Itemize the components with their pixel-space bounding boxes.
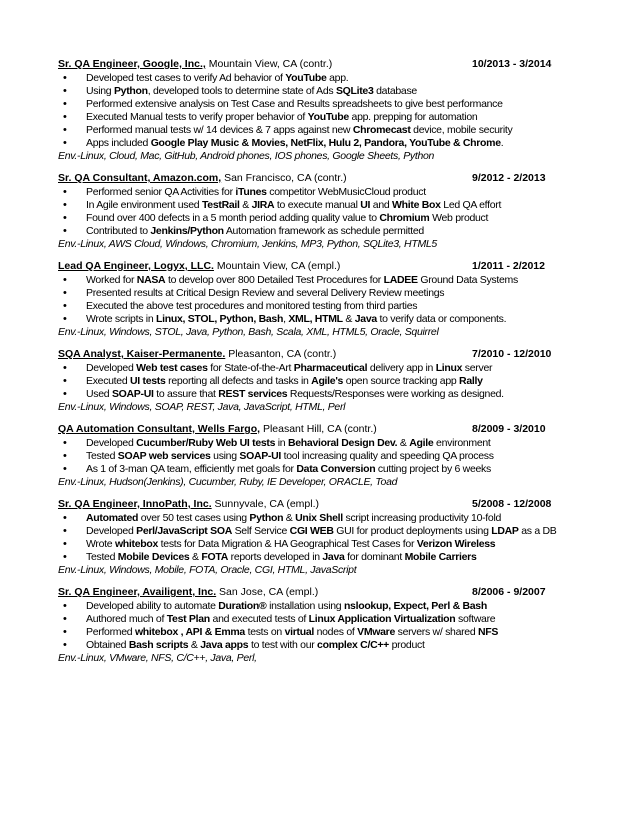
bullet-text: to develop over 800 Detailed Test Procedures for [165, 274, 384, 286]
bullet-text: to assure that [153, 388, 219, 400]
bullet-text: As 1 of 3-man QA team, efficiently met goals for [86, 463, 297, 475]
bullet-bold-text: Chromecast [352, 124, 411, 136]
bullet-text: for dominant [344, 551, 405, 563]
bullet-bold-text: Test Plan [166, 613, 210, 625]
job-environment: Env.-Linux, Cloud, Mac, GitHub, Android phones, IOS phones, Google Sheets, Python [58, 150, 435, 162]
bullet-bold-text: VMware [357, 626, 395, 638]
job-title: Lead QA Engineer, Logyx, LLC. [58, 260, 214, 272]
bullet-text: open source tracking app [343, 375, 460, 387]
bullet-item [58, 274, 558, 287]
bullet-text: Web product [429, 212, 489, 224]
bullet-text: to verify data or components. [376, 313, 507, 325]
bullet-bold-text: Google Play Music & Movies, NetFlix, Hulu 2, Pandora, YouTube & Chrome [150, 137, 501, 149]
bullet-bold-text: Perl/JavaScript SOA [136, 525, 232, 537]
bullet-item [58, 313, 558, 326]
bullet-bold-text: YouTube [285, 72, 327, 84]
bullet-text: competitor WebMusicCloud product [266, 186, 426, 198]
job-dates: 8/2009 - 3/2010 [472, 423, 546, 435]
job-location: Pleasant Hill, CA (contr.) [260, 423, 377, 435]
bullet-item [58, 600, 558, 613]
bullet-bold-text: SQLite3 [335, 85, 374, 97]
bullet-bold-text: UI tests [130, 375, 166, 387]
bullet-text: tool increasing quality and speeding QA process [281, 450, 494, 462]
bullet-text: Authored much of [86, 613, 167, 625]
bullet-text: over 50 test cases using [138, 512, 250, 524]
job-title: Sr. QA Engineer, InnoPath, Inc. [58, 498, 212, 510]
bullet-list [58, 274, 558, 326]
job-entry [58, 58, 558, 163]
bullet-text: Requests/Responses were working as designed. [287, 388, 504, 400]
bullet-bold-text: Mobile Carriers [404, 551, 477, 563]
bullet-bold-text: NFS [478, 626, 499, 638]
bullet-text: Ground Data Systems [417, 274, 518, 286]
bullet-text: GUI for product deployments using [333, 525, 492, 537]
bullet-bold-text: Python [249, 512, 284, 524]
bullet-bold-text: Pharmaceutical [293, 362, 368, 374]
bullet-bold-text: REST services [218, 388, 288, 400]
bullet-bold-text: Java [322, 551, 345, 563]
bullet-bold-text: Linux, STOL, Python, Bash [155, 313, 284, 325]
job-title: SQA Analyst, Kaiser-Permanente. [58, 348, 226, 360]
bullet-text: Wrote scripts in [86, 313, 156, 325]
bullet-text: & [189, 551, 202, 563]
bullet-text: Contributed to [86, 225, 151, 237]
bullet-bold-text: complex C/C++ [317, 639, 390, 651]
bullet-item [58, 525, 558, 538]
job-dates: 1/2011 - 2/2012 [472, 260, 545, 272]
job-environment: Env.-Linux, AWS Cloud, Windows, Chromium, Jenkins, MP3, Python, SQLite3, HTML5 [58, 238, 437, 250]
bullet-list [58, 186, 558, 238]
bullet-bold-text: whitebox [114, 538, 159, 550]
bullet-bold-text: Bash scripts [128, 639, 189, 651]
bullet-item [58, 287, 558, 300]
bullet-bold-text: whitebox , API & Emma [134, 626, 245, 638]
bullet-list [58, 437, 558, 476]
bullet-text: Worked for [86, 274, 137, 286]
bullet-bold-text: SOAP web services [117, 450, 211, 462]
bullet-item [58, 225, 558, 238]
bullet-text: Used [86, 388, 112, 400]
bullet-text: software [455, 613, 496, 625]
bullet-bold-text: iTunes [235, 186, 267, 198]
bullet-text: Presented results at Critical Design Review and several Delivery Review meetings [86, 287, 445, 299]
bullet-text: & [342, 313, 355, 325]
job-location: Pleasanton, CA (contr.) [225, 348, 337, 360]
job-location: Mountain View, CA (contr.) [205, 58, 333, 70]
bullet-text: using [210, 450, 240, 462]
bullet-item [58, 362, 558, 375]
job-entry [58, 172, 558, 251]
job-header [58, 498, 558, 511]
bullet-bold-text: Automated [86, 512, 139, 524]
bullet-text: Led QA effort [440, 199, 502, 211]
bullet-text: reporting all defects and tasks in [165, 375, 312, 387]
bullet-item [58, 98, 558, 111]
bullet-bold-text: Agile's [311, 375, 344, 387]
job-title: Sr. QA Engineer, Availigent, Inc. [58, 586, 217, 598]
bullet-text: and executed tests of [209, 613, 309, 625]
job-header [58, 348, 558, 361]
bullet-text: In Agile environment used [86, 199, 202, 211]
job-entry [58, 348, 558, 414]
bullet-bold-text: Mobile Devices [117, 551, 190, 563]
bullet-item [58, 512, 558, 525]
bullet-item [58, 124, 558, 137]
bullet-text: script increasing productivity 10-fold [342, 512, 502, 524]
job-dates: 5/2008 - 12/2008 [472, 498, 552, 510]
bullet-text: server [462, 362, 493, 374]
bullet-text: Tested [86, 551, 118, 563]
bullet-text: nodes of [313, 626, 358, 638]
bullet-bold-text: LADEE [383, 274, 418, 286]
bullet-text: Developed [86, 437, 137, 449]
bullet-bold-text: SOAP-UI [111, 388, 154, 400]
bullet-item [58, 551, 558, 564]
bullet-bold-text: YouTube [307, 111, 349, 123]
job-entry [58, 586, 558, 665]
bullet-text: Developed test cases to verify Ad behavior of [86, 72, 286, 84]
bullet-bold-text: nslookup, Expect, Perl & Bash [343, 600, 487, 612]
job-title: QA Automation Consultant, Wells Fargo, [58, 423, 261, 435]
bullet-text: Developed [86, 525, 137, 537]
bullet-text: Apps included [86, 137, 151, 149]
bullet-text: Performed senior QA Activities for [86, 186, 236, 198]
bullet-list [58, 600, 558, 652]
bullet-text: Performed extensive analysis on Test Case and Results spreadsheets to give best performance [86, 98, 503, 110]
job-environment: Env.-Linux, VMware, NFS, C/C++, Java, Perl, [58, 652, 257, 664]
job-entry [58, 260, 558, 339]
bullet-item [58, 639, 558, 652]
bullet-item [58, 212, 558, 225]
bullet-text: Executed [86, 375, 130, 387]
bullet-list [58, 362, 558, 401]
bullet-item [58, 85, 558, 98]
bullet-bold-text: JIRA [251, 199, 275, 211]
bullet-item [58, 375, 558, 388]
bullet-bold-text: Java apps [200, 639, 249, 651]
bullet-bold-text: Verizon Wireless [416, 538, 496, 550]
bullet-text: , [283, 313, 289, 325]
bullet-text: Executed Manual tests to verify proper behavior of [86, 111, 308, 123]
bullet-bold-text: White Box [392, 199, 441, 211]
bullet-bold-text: SOAP-UI [239, 450, 282, 462]
bullet-item [58, 199, 558, 212]
bullet-item [58, 626, 558, 639]
job-header [58, 260, 558, 273]
bullet-bold-text: Python [113, 85, 148, 97]
resume-experience [58, 58, 558, 674]
bullet-bold-text: Linux [435, 362, 463, 374]
bullet-item [58, 437, 558, 450]
bullet-bold-text: Jenkins/Python [150, 225, 224, 237]
job-dates: 10/2013 - 3/2014 [472, 58, 552, 70]
bullet-text: tests for Data Migration & HA Geographical Test Cases for [158, 538, 417, 550]
bullet-text: installation using [266, 600, 344, 612]
job-environment: Env.-Linux, Windows, Mobile, FOTA, Oracle, CGI, HTML, JavaScript [58, 564, 357, 576]
bullet-text: as a DB [518, 525, 557, 537]
bullet-bold-text: UI [360, 199, 371, 211]
bullet-bold-text: Chromium [379, 212, 430, 224]
bullet-text: , developed tools to determine state of Ads [147, 85, 336, 97]
bullet-text: Automation framework as schedule permitted [223, 225, 424, 237]
bullet-text: & [283, 512, 296, 524]
bullet-text: environment [433, 437, 491, 449]
bullet-text: cutting project by 6 weeks [375, 463, 491, 475]
bullet-item [58, 388, 558, 401]
bullet-item [58, 72, 558, 85]
bullet-item [58, 450, 558, 463]
bullet-text: in [275, 437, 288, 449]
job-location: Mountain View, CA (empl.) [213, 260, 341, 272]
bullet-text: Executed the above test procedures and monitored testing from third parties [86, 300, 418, 312]
bullet-text: device, mobile security [410, 124, 513, 136]
job-location: San Jose, CA (empl.) [216, 586, 319, 598]
job-title: Sr. QA Engineer, Google, Inc., [58, 58, 206, 70]
bullet-item [58, 463, 558, 476]
bullet-bold-text: virtual [284, 626, 314, 638]
bullet-bold-text: Linux Application Virtualization [308, 613, 456, 625]
job-header [58, 586, 558, 599]
bullet-text: Performed [86, 626, 135, 638]
job-dates: 9/2012 - 2/2013 [472, 172, 546, 184]
job-dates: 7/2010 - 12/2010 [472, 348, 552, 360]
job-location: Sunnyvale, CA (empl.) [211, 498, 320, 510]
bullet-list [58, 72, 558, 150]
bullet-text: & [188, 639, 201, 651]
bullet-text: delivery app in [367, 362, 436, 374]
bullet-text: and [370, 199, 393, 211]
bullet-item [58, 186, 558, 199]
job-environment: Env.-Linux, Windows, STOL, Java, Python, Bash, Scala, XML, HTML5, Oracle, Squirrel [58, 326, 439, 338]
bullet-text: Obtained [86, 639, 129, 651]
bullet-bold-text: FOTA [201, 551, 228, 563]
bullet-text: Self Service [231, 525, 290, 537]
bullet-text: reports developed in [228, 551, 323, 563]
bullet-text: database [373, 85, 417, 97]
bullet-bold-text: Rally [459, 375, 483, 387]
job-environment: Env.-Linux, Windows, SOAP, REST, Java, JavaScript, HTML, Perl [58, 401, 346, 413]
bullet-text: Tested [86, 450, 118, 462]
job-dates: 8/2006 - 9/2007 [472, 586, 546, 598]
bullet-text: Performed manual tests w/ 14 devices & 7 apps against new [86, 124, 353, 136]
job-header [58, 172, 558, 185]
bullet-bold-text: LDAP [491, 525, 519, 537]
job-header [58, 58, 558, 71]
bullet-text: . [500, 137, 504, 149]
bullet-text: Found over 400 defects in a 5 month period adding quality value to [86, 212, 380, 224]
bullet-bold-text: XML, HTML [288, 313, 343, 325]
bullet-bold-text: CGI WEB [289, 525, 334, 537]
bullet-text: app. [326, 72, 349, 84]
bullet-bold-text: Duration® [218, 600, 267, 612]
bullet-bold-text: Cucumber/Ruby Web UI tests [136, 437, 276, 449]
job-header [58, 423, 558, 436]
bullet-text: & [397, 437, 410, 449]
bullet-bold-text: Behavioral Design Dev. [287, 437, 398, 449]
bullet-text: Using [86, 85, 114, 97]
job-environment: Env.-Linux, Hudson(Jenkins), Cucumber, Ruby, IE Developer, ORACLE, Toad [58, 476, 398, 488]
bullet-text: Developed ability to automate [86, 600, 219, 612]
bullet-bold-text: Agile [409, 437, 434, 449]
job-title: Sr. QA Consultant, Amazon.com, [58, 172, 222, 184]
bullet-text: servers w/ shared [395, 626, 478, 638]
bullet-item [58, 137, 558, 150]
job-location: San Francisco, CA (contr.) [221, 172, 347, 184]
bullet-text: Developed [86, 362, 137, 374]
bullet-text: to execute manual [274, 199, 361, 211]
bullet-text: app. prepping for automation [348, 111, 478, 123]
bullet-bold-text: TestRail [201, 199, 240, 211]
bullet-item [58, 613, 558, 626]
bullet-item [58, 538, 558, 551]
bullet-text: to test with our [248, 639, 318, 651]
bullet-text: & [239, 199, 252, 211]
bullet-item [58, 300, 558, 313]
bullet-list [58, 512, 558, 564]
job-entry [58, 498, 558, 577]
job-entry [58, 423, 558, 489]
bullet-text: Wrote [86, 538, 115, 550]
bullet-text: for State-of-the-Art [207, 362, 294, 374]
bullet-bold-text: Web test cases [136, 362, 208, 374]
bullet-bold-text: Data Conversion [296, 463, 376, 475]
bullet-bold-text: NASA [136, 274, 166, 286]
bullet-bold-text: Unix Shell [295, 512, 343, 524]
bullet-bold-text: Java [354, 313, 377, 325]
bullet-text: tests on [244, 626, 285, 638]
bullet-item [58, 111, 558, 124]
bullet-text: product [389, 639, 425, 651]
